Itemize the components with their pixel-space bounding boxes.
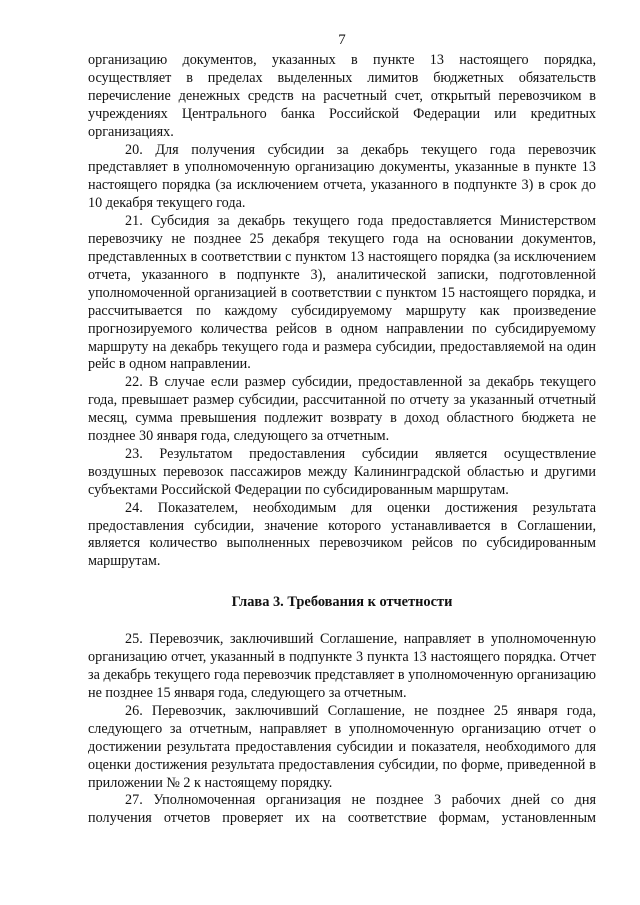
page-number: 7 [338,32,346,48]
chapter-title: Глава 3. Требования к отчетности [231,594,453,611]
document-page [88,30,596,828]
paragraph-20: 20. Для получения субсидии за декабрь текущего года перевозчик представляет в уполномоченную организацию документы, указанные в пункте 13 настоящего порядка (за исключением отчета, указанного в подпункте 3) в срок до 10 декабря текущего года. [88,141,596,212]
paragraph-22: 22. В случае если размер субсидии, предоставленной за декабрь текущего года, превышает размер субсидии, рассчитанной по отчету за указанный отчетный месяц, сумма превышения подлежит возврату в доход областного бюджета не позднее 30 января года, следующего за отчетным. [88,374,596,445]
paragraph-24: 24. Показателем, необходимым для оценки достижения результата предоставления субсидии, значение которого устанавливается в Соглашении, является количество выполненных перевозчиком рейсов по субсидированным маршрутам. [88,499,596,570]
paragraph-25: 25. Перевозчик, заключивший Соглашение, направляет в уполномоченную организацию отчет, указанный в подпункте 3 пункта 13 настоящего порядка. Отчет за декабрь текущего года перевозчик представляет в уполномоченную организацию не позднее 15 января года, следующего за отчетным. [88,631,596,701]
paragraph-27: 27. Уполномоченная организация не позднее 3 рабочих дней со дня получения отчетов проверяет их на соответствие формам, установленным [88,792,596,827]
paragraph-23: 23. Результатом предоставления субсидии является осуществление воздушных перевозок пассажиров между Калининградской областью и другими субъектами Российской Федерации по субсидированным маршрутам. [88,445,596,498]
paragraph-continued: организацию документов, указанных в пункте 13 настоящего порядка, осуществляет в пределах выделенных лимитов бюджетных обязательств перечисление денежных средств на расчетный счет, открытый перевозчиком в учреждениях Центрального банка Российской Федерации или кредитных организациях. [88,52,596,140]
paragraph-21: 21. Субсидия за декабрь текущего года предоставляется Министерством перевозчику не позднее 25 декабря текущего года на основании документов, представленных в соответствии с пунктом 13 настоящего порядка (за исключением отчета, указанного в подпункте 3), аналитической записки, подготовленной уполномоченной организацией в соответствии с пунктом 15 настоящего порядка, и рассчитывается по каждому субсидируемому маршруту как произведение прогнозируемого количества рейсов в одном направлении по субсидируемому маршруту на декабрь текущего года и размера субсидии, предоставляемой на один рейс в одном направлении. [88,213,596,373]
paragraph-26: 26. Перевозчик, заключивший Соглашение, не позднее 25 января года, следующего за отчетным, направляет в уполномоченную организацию отчет о достижении результата предоставления субсидии и показателя, необходимого для оценки достижения результата предоставления субсидии, по форме, приведенной в приложении № 2 к настоящему порядку. [88,702,596,791]
